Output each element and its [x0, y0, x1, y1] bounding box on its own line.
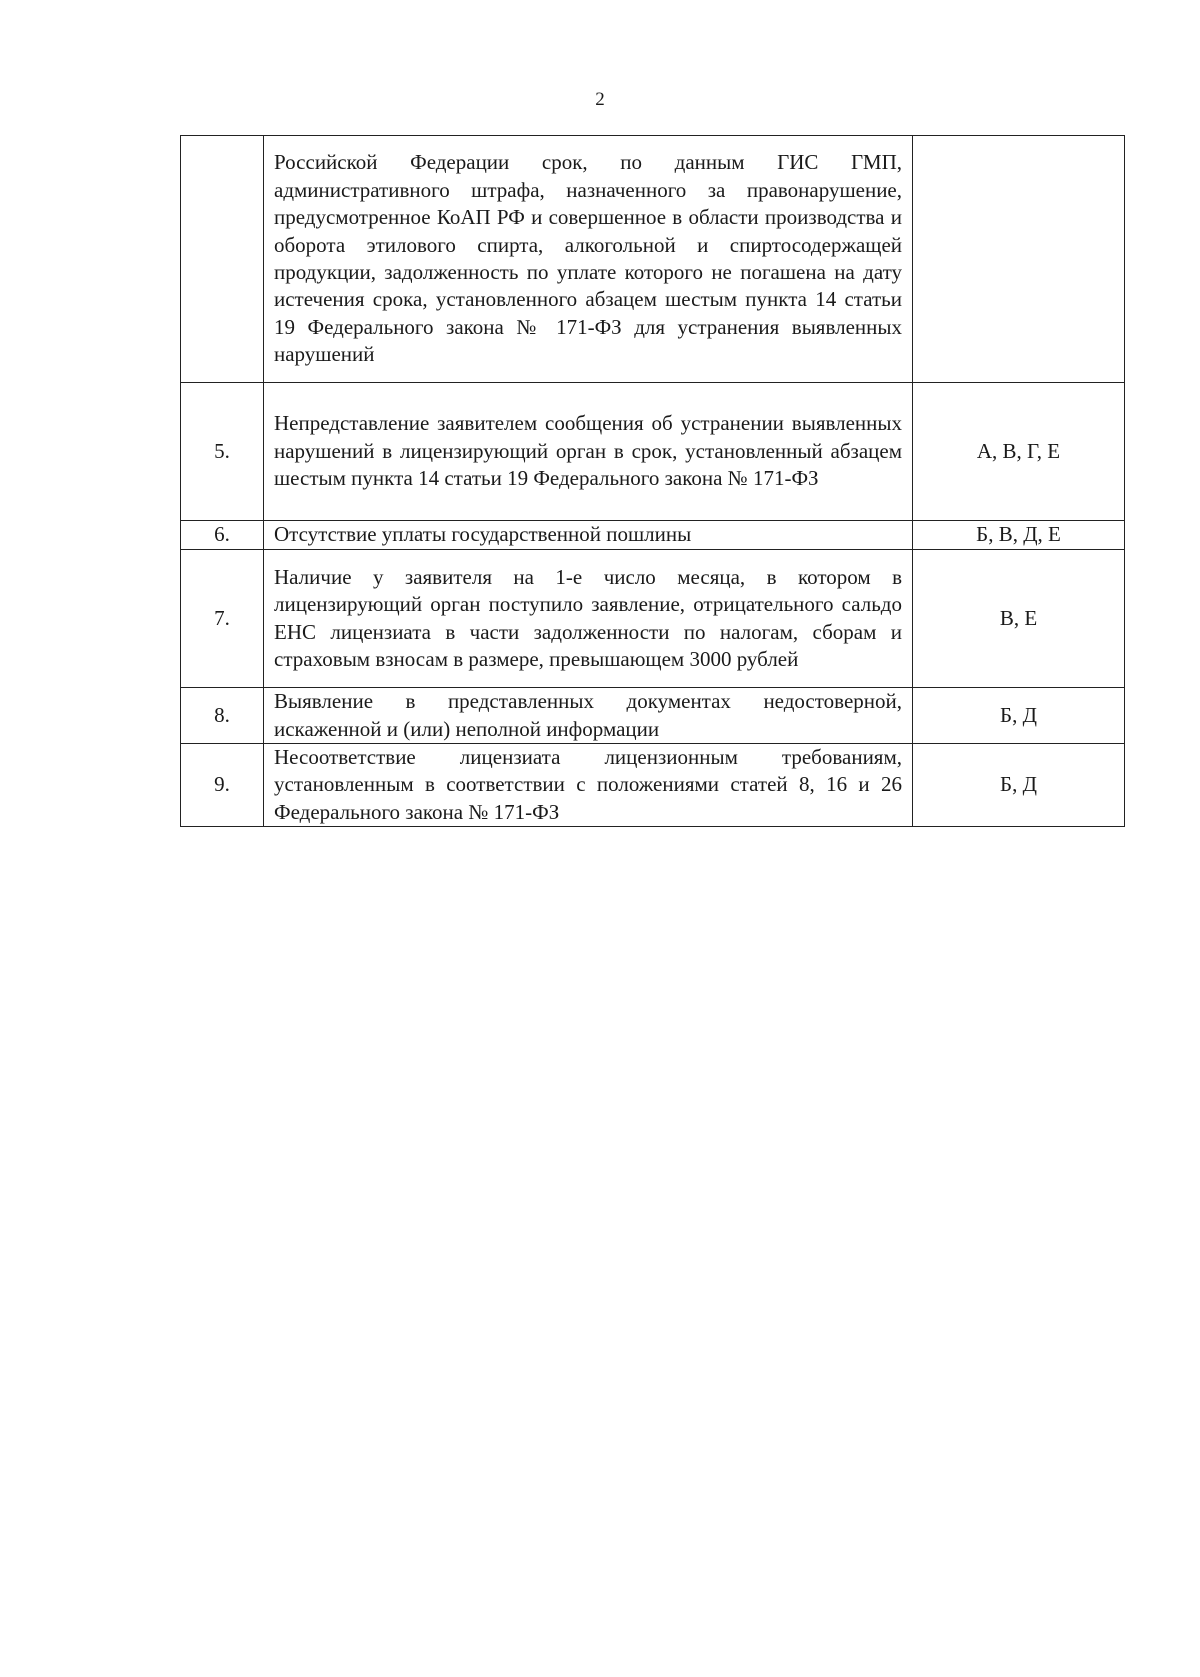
row-text: Российской Федерации срок, по данным ГИС ГМП, административного штрафа, назначенного за правонарушение, предусмотренное КоАП РФ и совершенное в области производства и оборота этилового спирта, алкогольной и спиртосодержащей продукции, задолженность по уплате которого не погашена на дату истечения срока, установленного абзацем шестым пункта 14 статьи 19 Федерального закона № 171-ФЗ для устранения выявленных нарушений — [264, 136, 913, 383]
row-codes: А, В, Г, Е — [913, 383, 1125, 521]
row-number: 6. — [181, 521, 264, 550]
table-row — [181, 136, 1125, 383]
row-text: Выявление в представленных документах недостоверной, искаженной и (или) неполной информации — [264, 688, 913, 744]
row-number: 7. — [181, 550, 264, 688]
row-codes: Б, В, Д, Е — [913, 521, 1125, 550]
table-row — [181, 688, 1125, 744]
table-row — [181, 521, 1125, 550]
row-text: Несоответствие лицензиата лицензионным требованиям, установленным в соответствии с положениями статей 8, 16 и 26 Федерального закона № 171-ФЗ — [264, 744, 913, 827]
row-text: Наличие у заявителя на 1-е число месяца, в котором в лицензирующий орган поступило заявление, отрицательного сальдо ЕНС лицензиата в части задолженности по налогам, сборам и страховым взносам в размере, превышающем 3000 рублей — [264, 550, 913, 688]
row-number: 9. — [181, 744, 264, 827]
row-text: Непредставление заявителем сообщения об устранении выявленных нарушений в лицензирующий орган в срок, установленный абзацем шестым пункта 14 статьи 19 Федерального закона № 171-ФЗ — [264, 383, 913, 521]
row-text: Отсутствие уплаты государственной пошлины — [264, 521, 913, 550]
row-codes: Б, Д — [913, 744, 1125, 827]
row-codes — [913, 136, 1125, 383]
table-row — [181, 383, 1125, 521]
table-row — [181, 550, 1125, 688]
row-number: 8. — [181, 688, 264, 744]
page-number: 2 — [595, 89, 605, 110]
table-row — [181, 744, 1125, 827]
requirements-table — [180, 135, 1125, 827]
row-number — [181, 136, 264, 383]
row-codes: В, Е — [913, 550, 1125, 688]
row-number: 5. — [181, 383, 264, 521]
row-codes: Б, Д — [913, 688, 1125, 744]
